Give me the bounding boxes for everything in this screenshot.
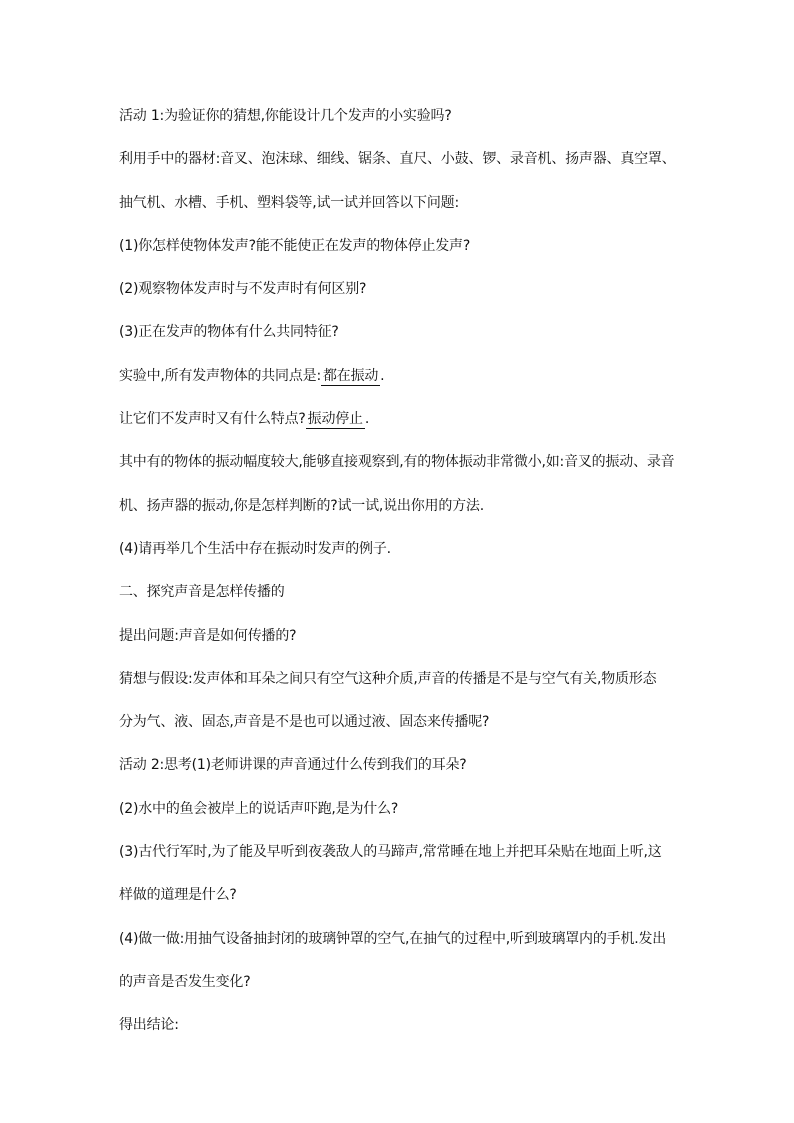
activity-2-question-3-line-2: 样做的道理是什么? bbox=[119, 887, 237, 904]
fill-in-suffix: . bbox=[364, 411, 370, 428]
materials-line-1: 利用手中的器材:音叉、泡沫球、细线、锯条、直尺、小鼓、锣、录音机、扬声器、真空罩、 bbox=[119, 151, 676, 168]
activity-2-question-3-line-1: (3)古代行军时,为了能及早听到夜袭敌人的马蹄声,常常睡在地上并把耳朵贴在地面上听,这 bbox=[119, 844, 662, 861]
fill-in-suffix: . bbox=[380, 367, 385, 384]
activity-2-question-2: (2)水中的鱼会被岸上的说话声吓跑,是为什么? bbox=[119, 800, 399, 817]
question-4: (4)请再举几个生活中存在振动时发声的例子. bbox=[119, 540, 391, 557]
conclusion-label: 得出结论: bbox=[119, 1017, 179, 1034]
fill-in-silent-feature bbox=[119, 409, 679, 429]
vibration-note-line-2: 机、扬声器的振动,你是怎样判断的?试一试,说出你用的方法. bbox=[119, 497, 484, 514]
hypothesis-line-1: 猜想与假设:发声体和耳朵之间只有空气这种介质,声音的传播是不是与空气有关,物质形态 bbox=[119, 670, 657, 687]
question-2: (2)观察物体发声时与不发声时有何区别? bbox=[119, 281, 367, 298]
activity-2-question-4-line-2: 的声音是否发生变化? bbox=[119, 973, 251, 990]
activity-1-line: 活动 1:为验证你的猜想,你能设计几个发声的小实验吗? bbox=[119, 108, 452, 124]
activity-2-question-4-line-1: (4)做一做:用抽气设备抽封闭的玻璃钟罩的空气,在抽气的过程中,听到玻璃罩内的手机.发出 bbox=[119, 930, 667, 947]
document-body bbox=[119, 106, 679, 1059]
fill-in-common-feature bbox=[119, 366, 679, 386]
question-3: (3)正在发声的物体有什么共同特征? bbox=[119, 324, 339, 341]
activity-2-line: 活动 2:思考(1)老师讲课的声音通过什么传到我们的耳朵? bbox=[119, 757, 467, 774]
fill-in-prompt: 让它们不发声时又有什么特点? bbox=[119, 411, 306, 428]
vibration-note-line-1: 其中有的物体的振动幅度较大,能够直接观察到,有的物体振动非常微小,如:音叉的振动、录音 bbox=[119, 454, 675, 471]
question-1: (1)你怎样使物体发声?能不能使正在发声的物体停止发声? bbox=[119, 237, 471, 254]
section-heading-2: 二、探究声音是怎样传播的 bbox=[119, 584, 285, 601]
raise-question: 提出问题:声音是如何传播的? bbox=[119, 627, 297, 644]
hypothesis-line-2: 分为气、液、固态,声音是不是也可以通过液、固态来传播呢? bbox=[119, 714, 490, 731]
fill-in-answer: 振动停止 bbox=[307, 411, 363, 428]
fill-in-answer: 都在振动 bbox=[322, 367, 379, 384]
fill-in-prompt: 实验中,所有发声物体的共同点是: bbox=[119, 367, 321, 384]
materials-line-2: 抽气机、水槽、手机、塑料袋等,试一试并回答以下问题: bbox=[119, 194, 459, 211]
